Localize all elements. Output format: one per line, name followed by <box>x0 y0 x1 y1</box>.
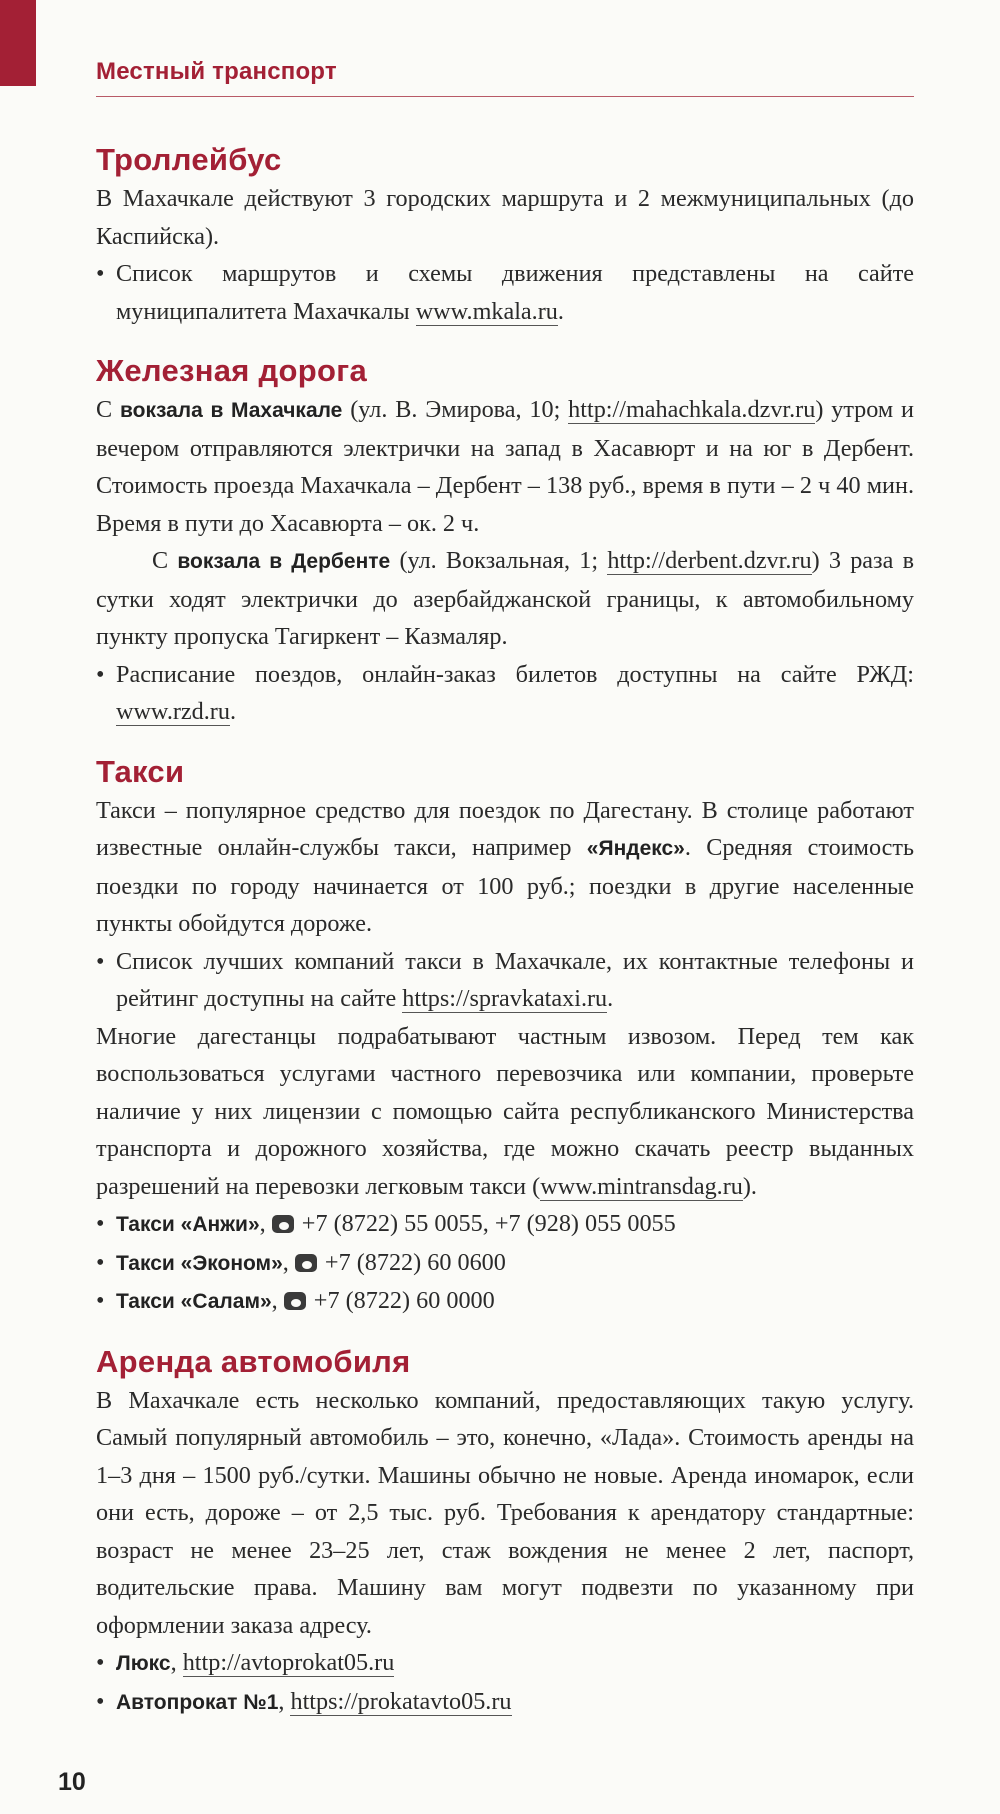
list-item-rental-company: • Автопрокат №1, https://prokatavto05.ru <box>96 1687 512 1715</box>
mkala-link[interactable]: www.mkala.ru <box>415 297 558 325</box>
section-title-car-rental: Аренда автомобиля <box>96 1343 411 1379</box>
section-tab-marker <box>0 0 36 86</box>
section-title-railway: Железная дорога <box>96 353 367 388</box>
rental-link[interactable]: https://prokatavto05.ru <box>290 1687 512 1715</box>
page-content <box>96 140 914 1721</box>
railway-paragraph-makhachkala: С вокзала в Махачкале (ул. В. Эмирова, 10; http://mahachkala.dzvr.ru) утром и вечером отправляются электрички на запад в Хасавюрт и на юг в Дербент. Стоимость проезда Махачкала – Дербент – 138 руб., время в пути – 2 ч 40 мин. Время в пути до Хасавюрта – ок. 2 ч. <box>96 396 914 537</box>
section-railway <box>96 351 914 731</box>
makhachkala-station-link[interactable]: http://mahachkala.dzvr.ru <box>568 396 816 423</box>
mintransdag-link[interactable]: www.mintransdag.ru <box>540 1172 743 1200</box>
trolleybus-bullet: • Список маршрутов и схемы движения представлены на сайте муниципалитета Махачкалы www.mkala.ru. <box>96 260 914 325</box>
rental-paragraph: В Махачкале есть несколько компаний, предоставляющих такую услугу. Самый популярный автомобиль – это, конечно, «Лада». Стоимость аренды на 1–3 дня – 1500 руб./сутки. Машины обычно не новые. Аренда иномарок, если они есть, дороже – от 2,5 тыс. руб. Требования к арендатору стандартные: возраст не менее 23–25 лет, стаж вождения не менее 2 лет, паспорт, водительские права. Машину вам могут подвезти по указанному при оформлении заказа адресу. <box>96 1386 914 1639</box>
running-title: Местный транспорт <box>96 58 337 85</box>
railway-paragraph-derbent: С вокзала в Дербенте (ул. Вокзальная, 1; http://derbent.dzvr.ru) 3 раза в сутки ходят электрички до азербайджанской границы, к автомобильному пункту пропуска Тагиркент – Казмаляр. <box>96 547 914 650</box>
taxi-bullet: • Список лучших компаний такси в Махачкале, их контактные телефоны и рейтинг доступны на сайте https://spravkataxi.ru. <box>96 947 914 1012</box>
page-number: 10 <box>58 1768 86 1796</box>
list-item-taxi-company: • Такси «Салам», +7 (8722) 60 0000 <box>96 1287 495 1314</box>
rental-link[interactable]: http://avtoprokat05.ru <box>182 1649 395 1676</box>
taxi-paragraph-intro: Такси – популярное средство для поездок по Дагестану. В столице работают известные онлайн-службы такси, например «Яндекс». Средняя стоимость поездки по городу начинается от 100 руб.; поездки в другие населенные пункты обойдутся дороже. <box>96 796 914 937</box>
taxi-phone[interactable]: +7 (8722) 55 0055, +7 (928) 055 0055 <box>301 1210 676 1237</box>
spravkataxi-link[interactable]: https://spravkataxi.ru <box>402 985 608 1012</box>
list-item-taxi-company: • Такси «Анжи», +7 (8722) 55 0055, +7 (928) 055 0055 <box>96 1210 676 1237</box>
derbent-station-link[interactable]: http://derbent.dzvr.ru <box>607 547 812 574</box>
header-rule <box>96 96 914 97</box>
list-item-taxi-company: • Такси «Эконом», +7 (8722) 60 0600 <box>96 1248 506 1276</box>
section-taxi <box>96 752 914 1321</box>
phone-icon <box>284 1292 306 1310</box>
section-car-rental <box>96 1342 914 1722</box>
taxi-phone[interactable]: +7 (8722) 60 0000 <box>313 1287 495 1314</box>
railway-bullet: • Расписание поездов, онлайн-заказ билетов доступны на сайте РЖД: www.rzd.ru. <box>96 660 914 725</box>
section-trolleybus <box>96 140 914 330</box>
taxi-phone[interactable]: +7 (8722) 60 0600 <box>324 1248 506 1276</box>
trolleybus-paragraph: В Махачкале действуют 3 городских маршрута и 2 межмуниципальных (до Каспийска). <box>96 185 914 250</box>
section-title-trolleybus: Троллейбус <box>96 142 282 177</box>
phone-icon <box>295 1254 317 1272</box>
taxi-paragraph-license: Многие дагестанцы подрабатывают частным извозом. Перед тем как воспользоваться услугами частного перевозчика или компании, проверьте наличие у них лицензии с помощью сайта республиканского Министерства транспорта и дорожного хозяйства, где можно скачать реестр выданных разрешений на перевозки легковым такси (www.mintransdag.ru). <box>96 1022 914 1200</box>
phone-icon <box>272 1215 294 1233</box>
list-item-rental-company: • Люкс, http://avtoprokat05.ru <box>96 1649 395 1676</box>
rzd-link[interactable]: www.rzd.ru <box>116 698 230 725</box>
section-title-taxi: Такси <box>96 753 185 789</box>
